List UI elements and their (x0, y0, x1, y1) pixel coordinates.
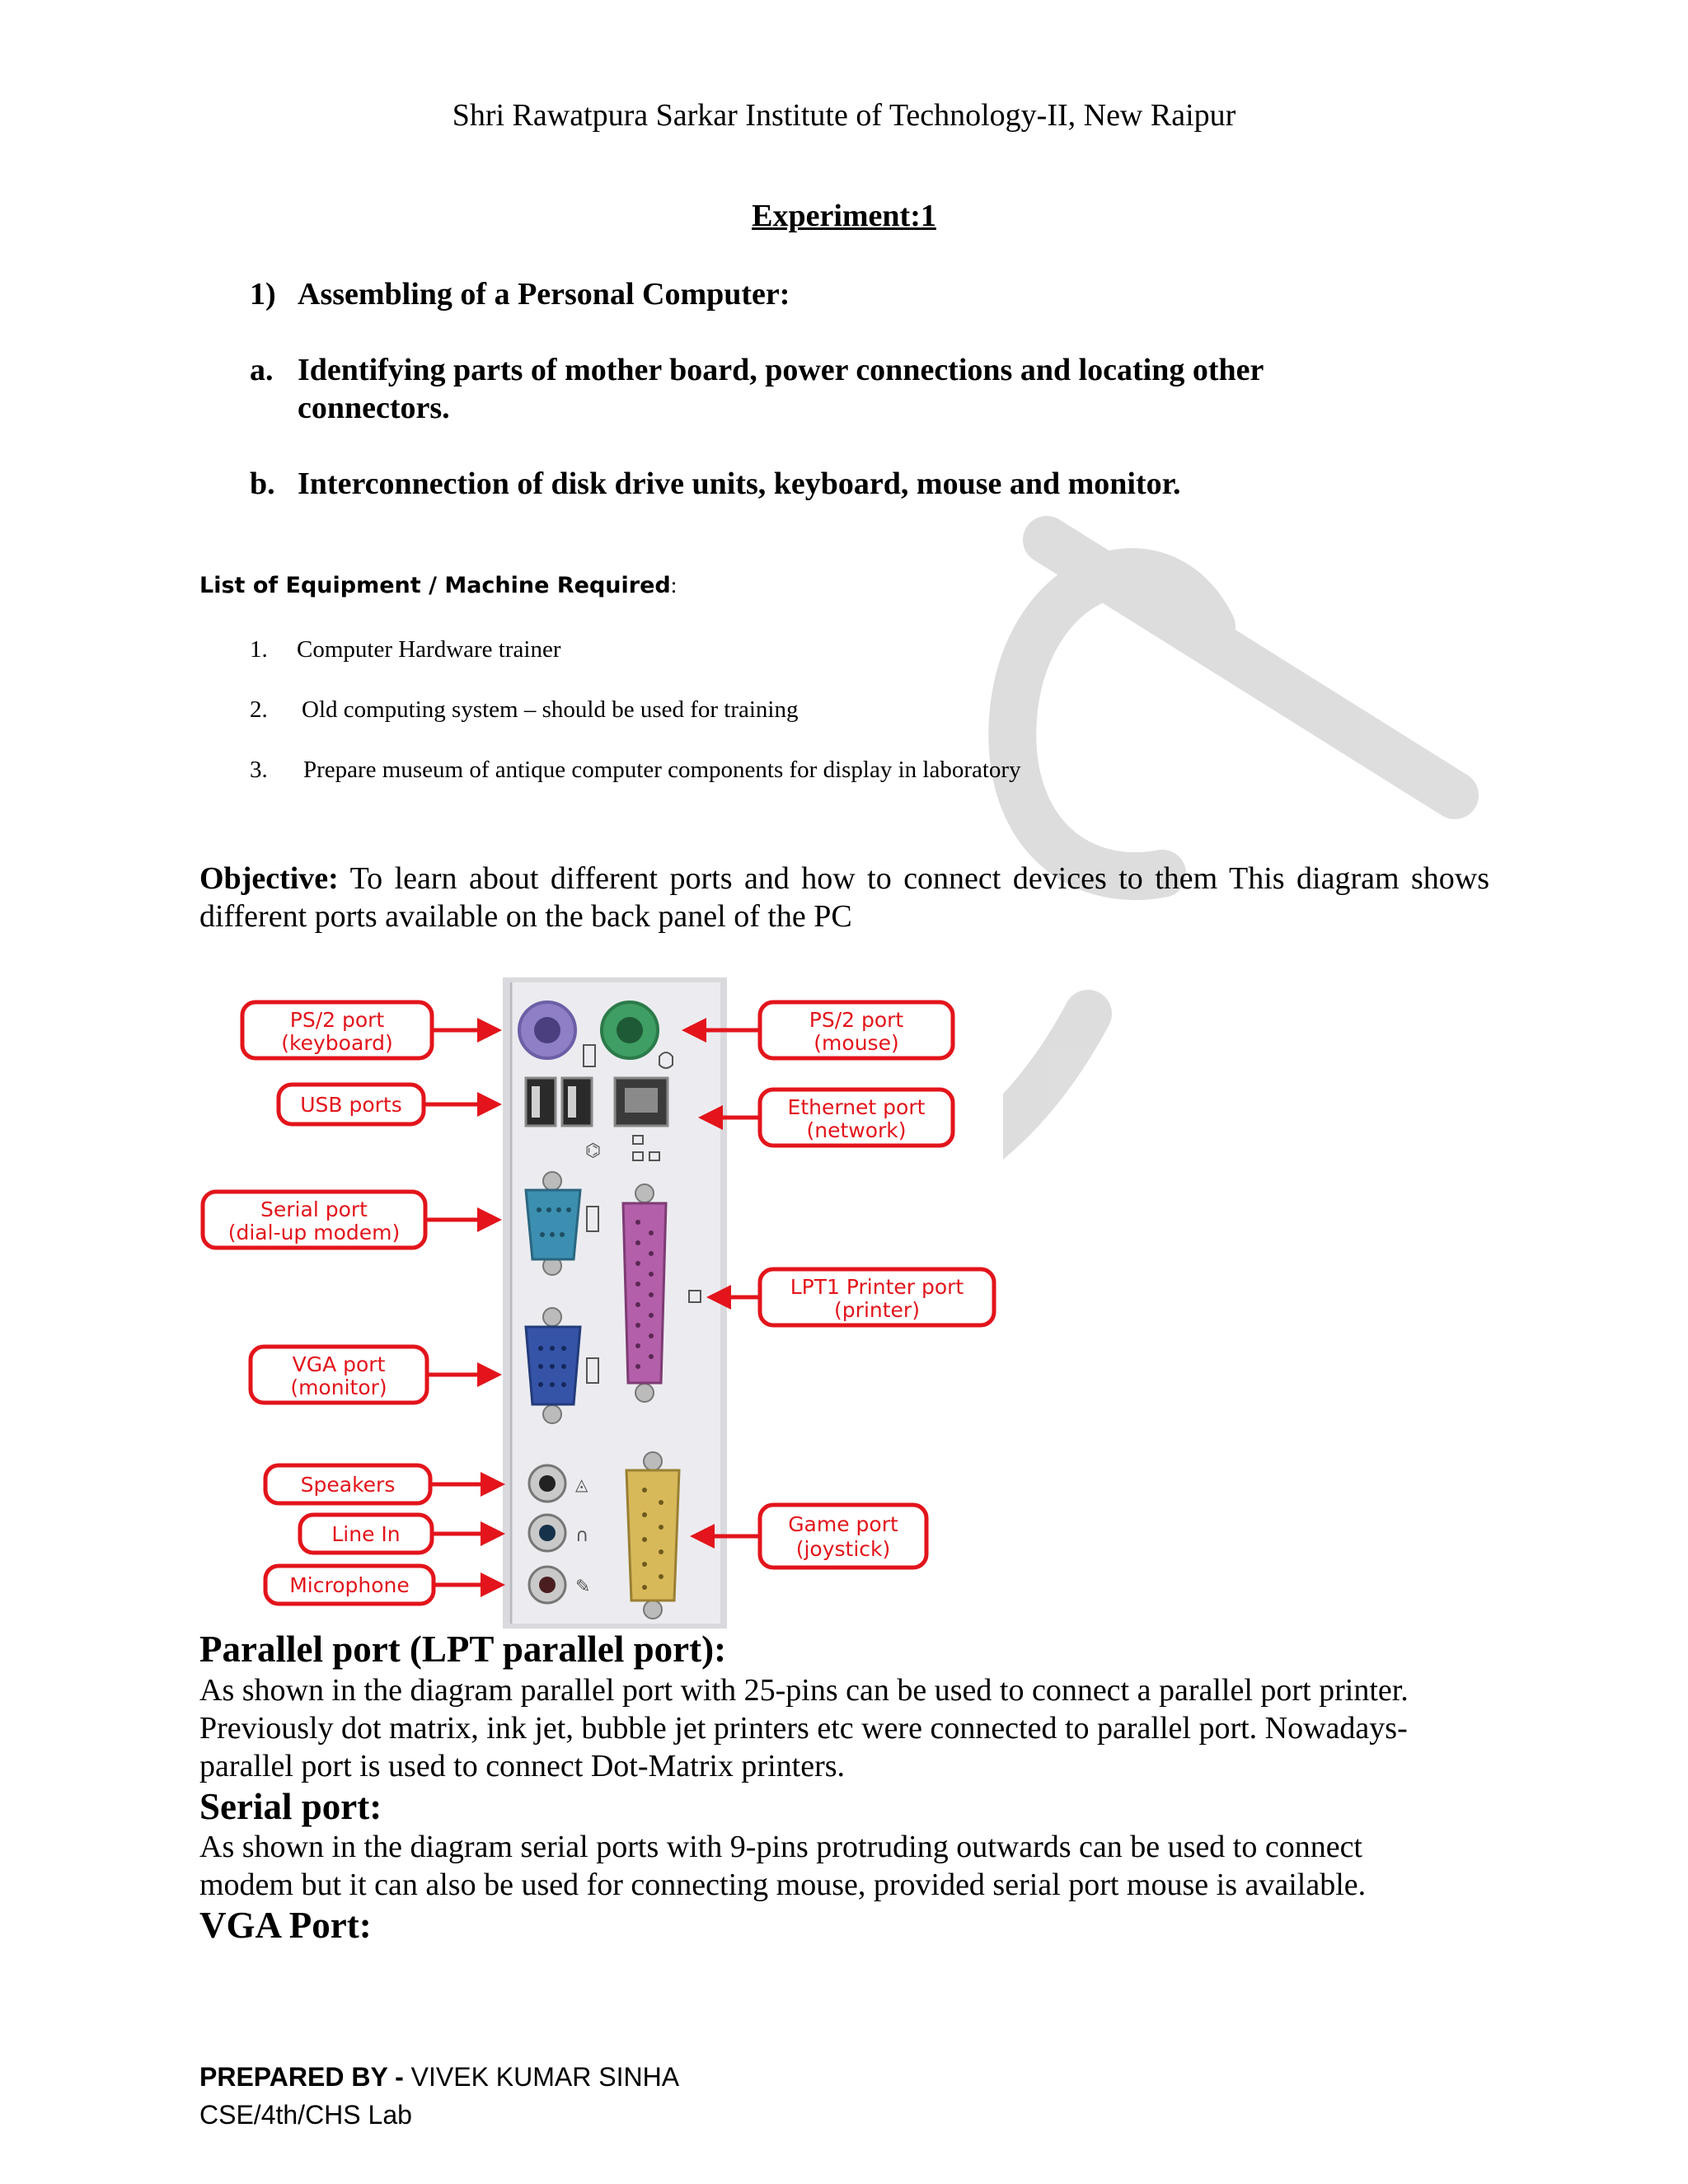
objective-text: To learn about different ports and how to connect devices to them This diagram shows different ports available on the back panel of the PC (199, 861, 1489, 934)
label-usb: USB ports (300, 1093, 402, 1117)
paragraph-line: parallel port is used to connect Dot-Matrix printers. (199, 1749, 846, 1783)
footer-prepared-label: PREPARED BY - (199, 2062, 411, 2092)
microphone-jack (529, 1567, 565, 1603)
back-panel-diagram (199, 971, 1003, 1632)
experiment-title: Experiment:1 (752, 199, 936, 233)
section-heading-vga: VGA Port: (199, 1905, 372, 1946)
ps2-keyboard-connector (519, 1002, 575, 1058)
equipment-item (250, 636, 1404, 666)
sub-item-a-label: a. (250, 353, 274, 387)
footer-course: CSE/4th/CHS Lab (199, 2100, 412, 2130)
label-game-line1: Game port (788, 1512, 898, 1536)
section-paragraph-serial (199, 1828, 1489, 1904)
label-ps2-mouse-line1: PS/2 port (809, 1008, 904, 1032)
equipment-item (250, 696, 1404, 726)
equipment-item-text: Computer Hardware trainer (297, 636, 561, 663)
speaker-jack (529, 1465, 565, 1502)
sub-item-a (250, 351, 1486, 427)
sub-item-b (250, 465, 1486, 503)
equipment-heading-colon: : (670, 573, 678, 598)
label-game-line2: (joystick) (795, 1537, 891, 1561)
main-item-number: 1) (250, 277, 276, 312)
equipment-heading (199, 573, 677, 598)
paragraph-line: As shown in the diagram parallel port with 25-pins can be used to connect a parallel port printer. (199, 1673, 1409, 1708)
label-lpt1-line1: LPT1 Printer port (790, 1275, 964, 1299)
mic-symbol-icon: ✎ (575, 1577, 591, 1597)
equipment-heading-text: List of Equipment / Machine Required (199, 573, 671, 598)
game-port-connector (626, 1452, 679, 1619)
headphone-symbol-icon: ∩ (575, 1526, 589, 1546)
paragraph-line: modem but it can also be used for connecting mouse, provided serial port mouse is available. (199, 1868, 1367, 1902)
label-ps2-keyboard-line1: PS/2 port (289, 1008, 385, 1032)
sub-item-b-label: b. (250, 466, 275, 501)
lpt-connector (623, 1184, 666, 1402)
equipment-item-text: Prepare museum of antique computer components for display in laboratory (303, 757, 1021, 783)
footer-prepared-by (199, 2062, 679, 2093)
line-in-jack (529, 1515, 565, 1551)
label-vga-line1: VGA port (292, 1352, 386, 1376)
footer-author: VIVEK KUMAR SINHA (410, 2062, 680, 2092)
speaker-symbol-icon: ◬ (575, 1474, 588, 1494)
label-ethernet-line2: (network) (806, 1118, 907, 1142)
objective-paragraph (199, 860, 1489, 935)
section-heading-serial: Serial port: (199, 1786, 382, 1827)
sub-item-a-line1: Identifying parts of mother board, power connections and locating other (298, 353, 1264, 387)
label-vga-line2: (monitor) (290, 1376, 387, 1399)
equipment-item-text: Old computing system – should be used for training (302, 696, 799, 723)
sub-item-b-line1: Interconnection of disk drive units, keyboard, mouse and monitor. (298, 466, 1181, 501)
usb-symbol-icon: ⌬ (585, 1141, 602, 1161)
main-item (250, 275, 1486, 313)
ethernet-connector (615, 1078, 668, 1126)
label-ps2-keyboard-line2: (keyboard) (281, 1031, 393, 1055)
label-serial-line1: Serial port (260, 1197, 368, 1221)
label-ethernet-line1: Ethernet port (787, 1095, 926, 1119)
label-lpt1-line2: (printer) (834, 1298, 920, 1322)
section-paragraph-parallel (199, 1671, 1489, 1785)
main-item-text: Assembling of a Personal Computer: (298, 277, 790, 312)
equipment-item-number: 3. (250, 757, 268, 783)
label-microphone: Microphone (289, 1573, 410, 1597)
paragraph-line: As shown in the diagram serial ports with 9-pins protruding outwards can be used to connect (199, 1830, 1362, 1864)
equipment-item (250, 757, 1404, 786)
label-serial-line2: (dial-up modem) (227, 1221, 401, 1244)
equipment-item-number: 1. (250, 636, 268, 663)
paragraph-line: Previously dot matrix, ink jet, bubble jet printers etc were connected to parallel port. Nowadays- (199, 1711, 1408, 1746)
sub-item-a-line2: connectors. (298, 391, 450, 425)
label-line-in: Line In (331, 1522, 401, 1546)
objective-label: Objective: (199, 861, 339, 896)
institute-header: Shri Rawatpura Sarkar Institute of Technology-II, New Raipur (452, 98, 1236, 133)
equipment-item-number: 2. (250, 696, 268, 723)
section-heading-parallel: Parallel port (LPT parallel port): (199, 1629, 727, 1670)
label-speakers: Speakers (300, 1473, 396, 1497)
label-ps2-mouse-line2: (mouse) (814, 1031, 899, 1055)
ps2-mouse-connector (602, 1002, 658, 1058)
